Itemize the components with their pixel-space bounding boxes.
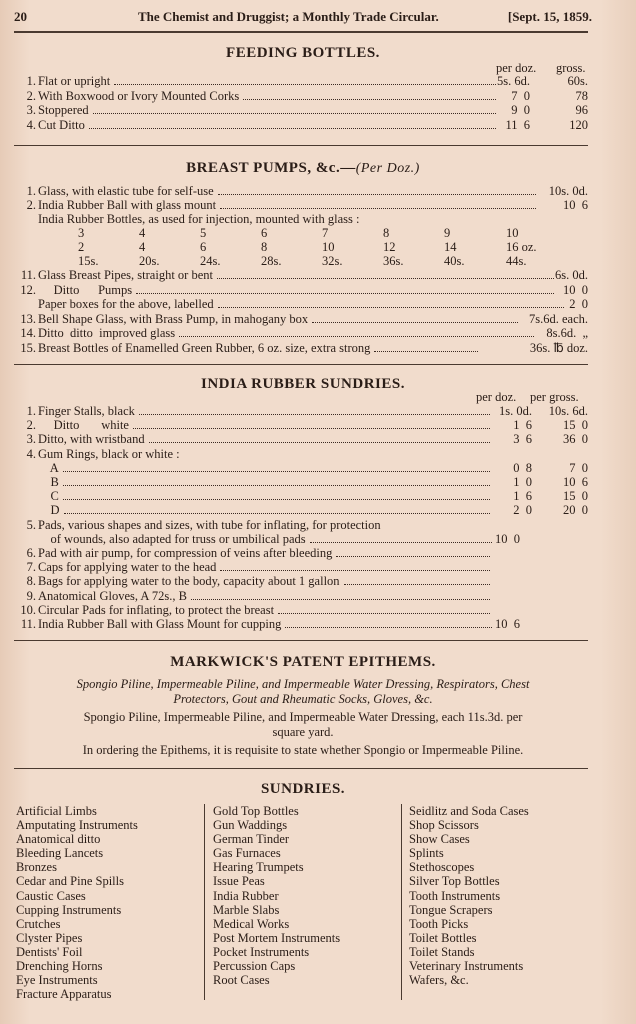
price-row xyxy=(14,198,592,212)
item-price: 9 0 xyxy=(511,103,530,117)
item-text: Anatomical Gloves, A 72s., B xyxy=(38,588,187,603)
item-price: 60s. xyxy=(567,74,588,88)
item-number: 14. xyxy=(20,326,36,340)
item-number: 6. xyxy=(26,546,36,560)
sundries-column-1 xyxy=(16,804,138,1001)
dot-leader xyxy=(344,574,490,585)
sundry-item: Clyster Pipes xyxy=(16,930,83,945)
column-divider xyxy=(204,804,205,1000)
item-price: 7 0 xyxy=(511,88,530,103)
item-number: 11. xyxy=(20,617,36,631)
size-cell: 40s. xyxy=(444,254,465,269)
item-text: Ditto, with wristband xyxy=(38,432,145,447)
dot-leader xyxy=(63,475,490,486)
item-number: 2. xyxy=(26,198,36,212)
price-row xyxy=(14,589,592,603)
rubber-col-per-doz: per doz. xyxy=(476,390,517,404)
sundry-item: Caustic Cases xyxy=(16,888,86,903)
sundry-item: Marble Slabs xyxy=(213,902,280,917)
item-text: Bags for applying water to the body, capacity about 1 gallon xyxy=(38,574,340,589)
item-text: Gum Rings, black or white : xyxy=(38,446,180,461)
section-rule xyxy=(14,768,588,769)
size-cell: 4 xyxy=(139,240,146,255)
epithems-desc-2: Protectors, Gout and Rheumatic Socks, Gloves, &c. xyxy=(173,692,433,706)
size-cell: 15s. xyxy=(78,254,99,269)
size-cell: 6 xyxy=(261,226,268,240)
item-price: 7 0 xyxy=(569,460,588,475)
price-row xyxy=(14,103,592,117)
size-cell: 9 xyxy=(444,226,451,240)
price-row xyxy=(14,184,592,198)
item-price: 11 6 xyxy=(505,117,530,132)
size-cell: 5 xyxy=(200,226,207,240)
feeding-title: FEEDING BOTTLES. xyxy=(226,45,380,61)
dot-leader xyxy=(218,184,536,195)
price-row xyxy=(14,518,592,532)
item-price: 6s. 0d. xyxy=(555,268,588,282)
item-text: Flat or upright xyxy=(38,74,111,88)
dot-leader xyxy=(191,589,490,600)
sundry-item: Stethoscopes xyxy=(409,860,475,875)
epithems-price-2: square yard. xyxy=(272,725,334,739)
rubber-title: INDIA RUBBER SUNDRIES. xyxy=(201,376,405,392)
column-divider xyxy=(401,804,402,1000)
dot-leader xyxy=(133,418,490,429)
price-row xyxy=(14,432,592,446)
sundry-item: Dentists' Foil xyxy=(16,944,83,959)
price-row xyxy=(14,503,592,517)
item-price: 2 0 xyxy=(569,297,588,311)
size-cell: 7 xyxy=(322,226,329,240)
size-cell: 14 xyxy=(444,240,457,255)
price-row xyxy=(14,283,592,297)
item-price: 1 6 xyxy=(513,489,532,504)
size-cell: 10 xyxy=(506,226,519,240)
sundry-item: Tooth Instruments xyxy=(409,888,501,903)
size-cell: 36s. xyxy=(383,254,404,269)
price-row xyxy=(14,532,592,546)
sundry-item: Tooth Picks xyxy=(409,916,469,931)
sundry-item: Issue Peas xyxy=(213,874,265,889)
dot-leader xyxy=(149,432,490,443)
feeding-col-gross: gross. xyxy=(556,61,586,75)
item-number: 2. xyxy=(26,418,36,433)
sundry-item: Cupping Instruments xyxy=(16,902,122,917)
item-text: Ditto white xyxy=(38,418,129,433)
pumps-title-unit: (Per Doz.) xyxy=(355,161,420,176)
sundry-item: Show Cases xyxy=(409,832,470,847)
dot-leader xyxy=(278,603,490,614)
item-price: 10 0 xyxy=(495,531,520,546)
item-price: 8s.6d. „ xyxy=(546,326,588,340)
price-row xyxy=(14,461,592,475)
item-price: 1s. 0d. xyxy=(499,404,532,418)
item-text: Cut Ditto xyxy=(38,117,85,132)
price-row xyxy=(14,118,592,132)
size-cell: 2 xyxy=(78,240,85,255)
item-number: 1. xyxy=(26,404,36,418)
item-text: Glass, with elastic tube for self-use xyxy=(38,184,214,198)
size-cell: 32s. xyxy=(322,254,343,269)
section-rule xyxy=(14,640,588,641)
size-cell: 24s. xyxy=(200,254,221,269)
page-header xyxy=(14,9,592,27)
rubber-col-per-gross: per gross. xyxy=(530,390,579,404)
sundry-item: Fracture Apparatus xyxy=(16,987,112,1002)
epithems-price-1: Spongio Piline, Impermeable Piline, and Impermeable Water Dressing, each 11s.3d. per xyxy=(83,710,523,724)
price-row xyxy=(14,297,592,311)
journal-title: The Chemist and Druggist; a Monthly Trade Circular. xyxy=(138,9,439,24)
dot-leader xyxy=(63,489,490,500)
sundry-item: Seidlitz and Soda Cases xyxy=(409,804,529,818)
item-number: 4. xyxy=(26,117,36,132)
item-number: 12. xyxy=(20,282,36,297)
size-cell: 4 xyxy=(139,226,146,240)
sundries-title: SUNDRIES. xyxy=(260,781,346,797)
sundry-item: Gun Waddings xyxy=(213,818,288,833)
price-row xyxy=(14,404,592,418)
size-cell: 10 xyxy=(322,240,335,255)
size-cell: 6 xyxy=(200,240,207,255)
item-price: 2 0 xyxy=(513,503,532,518)
dot-leader xyxy=(63,461,490,472)
sundry-item: Drenching Horns xyxy=(16,959,103,974)
item-text: India Rubber Ball with glass mount xyxy=(38,198,217,212)
item-number: 7. xyxy=(26,560,36,575)
size-cell: 28s. xyxy=(261,254,282,269)
item-number: 4. xyxy=(26,446,36,461)
item-text: With Boxwood or Ivory Mounted Corks xyxy=(38,88,240,103)
sundry-item: India Rubber xyxy=(213,888,279,903)
bottles-line-text: India Rubber Bottles, as used for injection, mounted with glass : xyxy=(38,212,360,226)
sundry-item: Wafers, &c. xyxy=(409,973,469,988)
size-cell: 8 xyxy=(261,240,268,255)
sundry-item: Amputating Instruments xyxy=(16,818,138,833)
price-row xyxy=(14,74,592,88)
item-price: 78 xyxy=(575,88,588,103)
price-row xyxy=(14,574,592,588)
sundry-item: Silver Top Bottles xyxy=(409,874,500,889)
sundry-item: Toilet Stands xyxy=(409,944,475,959)
item-number: 1. xyxy=(26,184,36,198)
item-text: Ditto Pumps xyxy=(38,282,133,297)
price-row xyxy=(14,268,592,282)
dot-leader xyxy=(139,404,490,415)
epithems-title: MARKWICK'S PATENT EPITHEMS. xyxy=(170,654,436,670)
item-price: 10 6 xyxy=(563,198,588,212)
sundries-column-2 xyxy=(213,804,340,987)
size-cell: 20s. xyxy=(139,254,160,269)
epithems-note: In ordering the Epithems, it is requisite to state whether Spongio or Impermeable Piline. xyxy=(82,743,524,757)
item-price: 1 6 xyxy=(513,418,532,433)
item-text: India Rubber Ball with Glass Mount for cupping xyxy=(38,617,282,631)
sundry-item: Cedar and Pine Spills xyxy=(16,874,124,889)
item-number: 5. xyxy=(26,517,36,532)
item-text: Circular Pads for inflating, to protect the breast xyxy=(38,602,275,617)
sundry-item: Percussion Caps xyxy=(213,959,296,974)
price-row xyxy=(14,617,592,631)
item-text: Paper boxes for the above, labelled xyxy=(38,297,214,311)
price-row xyxy=(14,326,592,340)
dot-leader xyxy=(114,74,496,85)
item-text: Bell Shape Glass, with Brass Pump, in mahogany box xyxy=(38,311,309,326)
sundry-item: Veterinary Instruments xyxy=(409,959,524,974)
sundry-item: Root Cases xyxy=(213,973,270,988)
price-row xyxy=(14,560,592,574)
item-number: 9. xyxy=(26,588,36,603)
item-price: 10 6 xyxy=(563,475,588,489)
section-rule xyxy=(14,364,588,365)
sundry-item: Eye Instruments xyxy=(16,973,98,988)
item-text: B xyxy=(38,475,59,489)
item-price: 3 6 xyxy=(513,432,532,447)
sundry-item: Toilet Bottles xyxy=(409,930,477,945)
item-text: Finger Stalls, black xyxy=(38,404,135,418)
item-price: 120 xyxy=(569,117,588,132)
sundry-item: Artificial Limbs xyxy=(16,804,97,818)
item-number: 11. xyxy=(20,268,36,282)
sundry-item: Bronzes xyxy=(16,860,57,875)
sundry-item: Anatomical ditto xyxy=(16,832,101,847)
price-row xyxy=(14,475,592,489)
dot-leader xyxy=(310,532,492,543)
dot-leader xyxy=(312,312,518,323)
item-price: 10 0 xyxy=(563,282,588,297)
price-row xyxy=(14,603,592,617)
item-text: Pads, various shapes and sizes, with tube for inflating, for protection xyxy=(38,517,381,532)
item-text: of wounds, also adapted for truss or umbilical pads xyxy=(38,531,306,546)
dot-leader xyxy=(218,297,564,308)
item-price: 10s. 6d. xyxy=(548,404,588,418)
item-number: 1. xyxy=(26,74,36,88)
sundry-item: Medical Works xyxy=(213,916,290,931)
item-text: D xyxy=(38,503,60,518)
header-rule xyxy=(14,31,588,33)
price-row xyxy=(14,489,592,503)
item-text: Breast Bottles of Enamelled Green Rubber, 6 oz. size, extra strong xyxy=(38,340,371,355)
sundry-item: Splints xyxy=(409,846,444,861)
dot-leader xyxy=(93,103,496,114)
dot-leader xyxy=(374,341,478,352)
dot-leader xyxy=(285,617,492,628)
price-row xyxy=(14,546,592,560)
item-number: 13. xyxy=(20,311,36,326)
item-price: 1 0 xyxy=(513,475,532,489)
price-row xyxy=(14,312,592,326)
item-text: Glass Breast Pipes, straight or bent xyxy=(38,268,213,282)
size-cell: 3 xyxy=(78,226,85,240)
size-cell: 44s. xyxy=(506,254,527,269)
item-price: 10 6 xyxy=(495,617,520,631)
dot-leader xyxy=(89,118,496,129)
section-rule xyxy=(14,145,588,146)
issue-date: [Sept. 15, 1859. xyxy=(507,9,592,24)
item-number: 8. xyxy=(26,574,36,589)
dot-leader xyxy=(217,268,554,279)
item-number: 2. xyxy=(26,88,36,103)
price-row xyxy=(14,341,592,355)
price-row xyxy=(14,89,592,103)
sundries-column-3 xyxy=(409,804,529,987)
dot-leader xyxy=(243,89,496,100)
feeding-col-per-doz: per doz. xyxy=(496,61,537,75)
sundry-item: Gold Top Bottles xyxy=(213,804,299,818)
item-text: Stoppered xyxy=(38,103,89,117)
item-text: Caps for applying water to the head xyxy=(38,560,217,575)
item-number: 15. xyxy=(20,340,36,355)
sundry-item: Tongue Scrapers xyxy=(409,902,493,917)
sundry-item: Hearing Trumpets xyxy=(213,860,304,875)
dot-leader xyxy=(336,546,490,557)
item-price: 96 xyxy=(575,103,588,117)
pumps-title xyxy=(14,160,592,177)
item-text: A xyxy=(38,460,59,475)
sundry-item: Pocket Instruments xyxy=(213,944,310,959)
sundry-item: German Tinder xyxy=(213,832,290,847)
dot-leader xyxy=(179,326,534,337)
dot-leader xyxy=(220,560,490,571)
size-cell: 8 xyxy=(383,226,390,240)
item-number: 3. xyxy=(26,432,36,447)
dot-leader xyxy=(136,283,554,294)
bottles-line xyxy=(14,212,592,226)
item-price: 7s.6d. each. xyxy=(528,311,588,326)
dot-leader xyxy=(64,503,490,514)
size-cell: 12 xyxy=(383,240,396,255)
item-price: 5s. 6d. xyxy=(497,74,530,88)
item-number: 10. xyxy=(20,602,36,617)
item-price: 15 0 xyxy=(563,418,588,433)
item-price: 20 0 xyxy=(563,503,588,518)
pumps-title-text: BREAST PUMPS, &c.— xyxy=(186,160,356,176)
item-text: Ditto ditto improved glass xyxy=(38,326,176,340)
price-row xyxy=(14,418,592,432)
page-number: 20 xyxy=(14,9,27,24)
epithems-desc-1: Spongio Piline, Impermeable Piline, and Impermeable Water Dressing, Respirators, Chest xyxy=(76,677,530,691)
sundry-item: Shop Scissors xyxy=(409,818,479,833)
price-row xyxy=(14,447,592,461)
item-number: 3. xyxy=(26,103,36,117)
item-price: 0 8 xyxy=(513,460,532,475)
item-price: 10s. 0d. xyxy=(548,184,588,198)
sundry-item: Crutches xyxy=(16,916,61,931)
size-cell: 16 oz. xyxy=(506,240,537,255)
dot-leader xyxy=(220,198,536,209)
item-price: 15 0 xyxy=(563,489,588,504)
item-text: C xyxy=(38,489,59,504)
item-text: Pad with air pump, for compression of veins after bleeding xyxy=(38,546,333,560)
item-price: 36s. ℔ doz. xyxy=(529,340,588,355)
sundry-item: Bleeding Lancets xyxy=(16,846,104,861)
sundry-item: Gas Furnaces xyxy=(213,846,281,861)
item-price: 36 0 xyxy=(563,432,588,447)
sundry-item: Post Mortem Instruments xyxy=(213,930,341,945)
